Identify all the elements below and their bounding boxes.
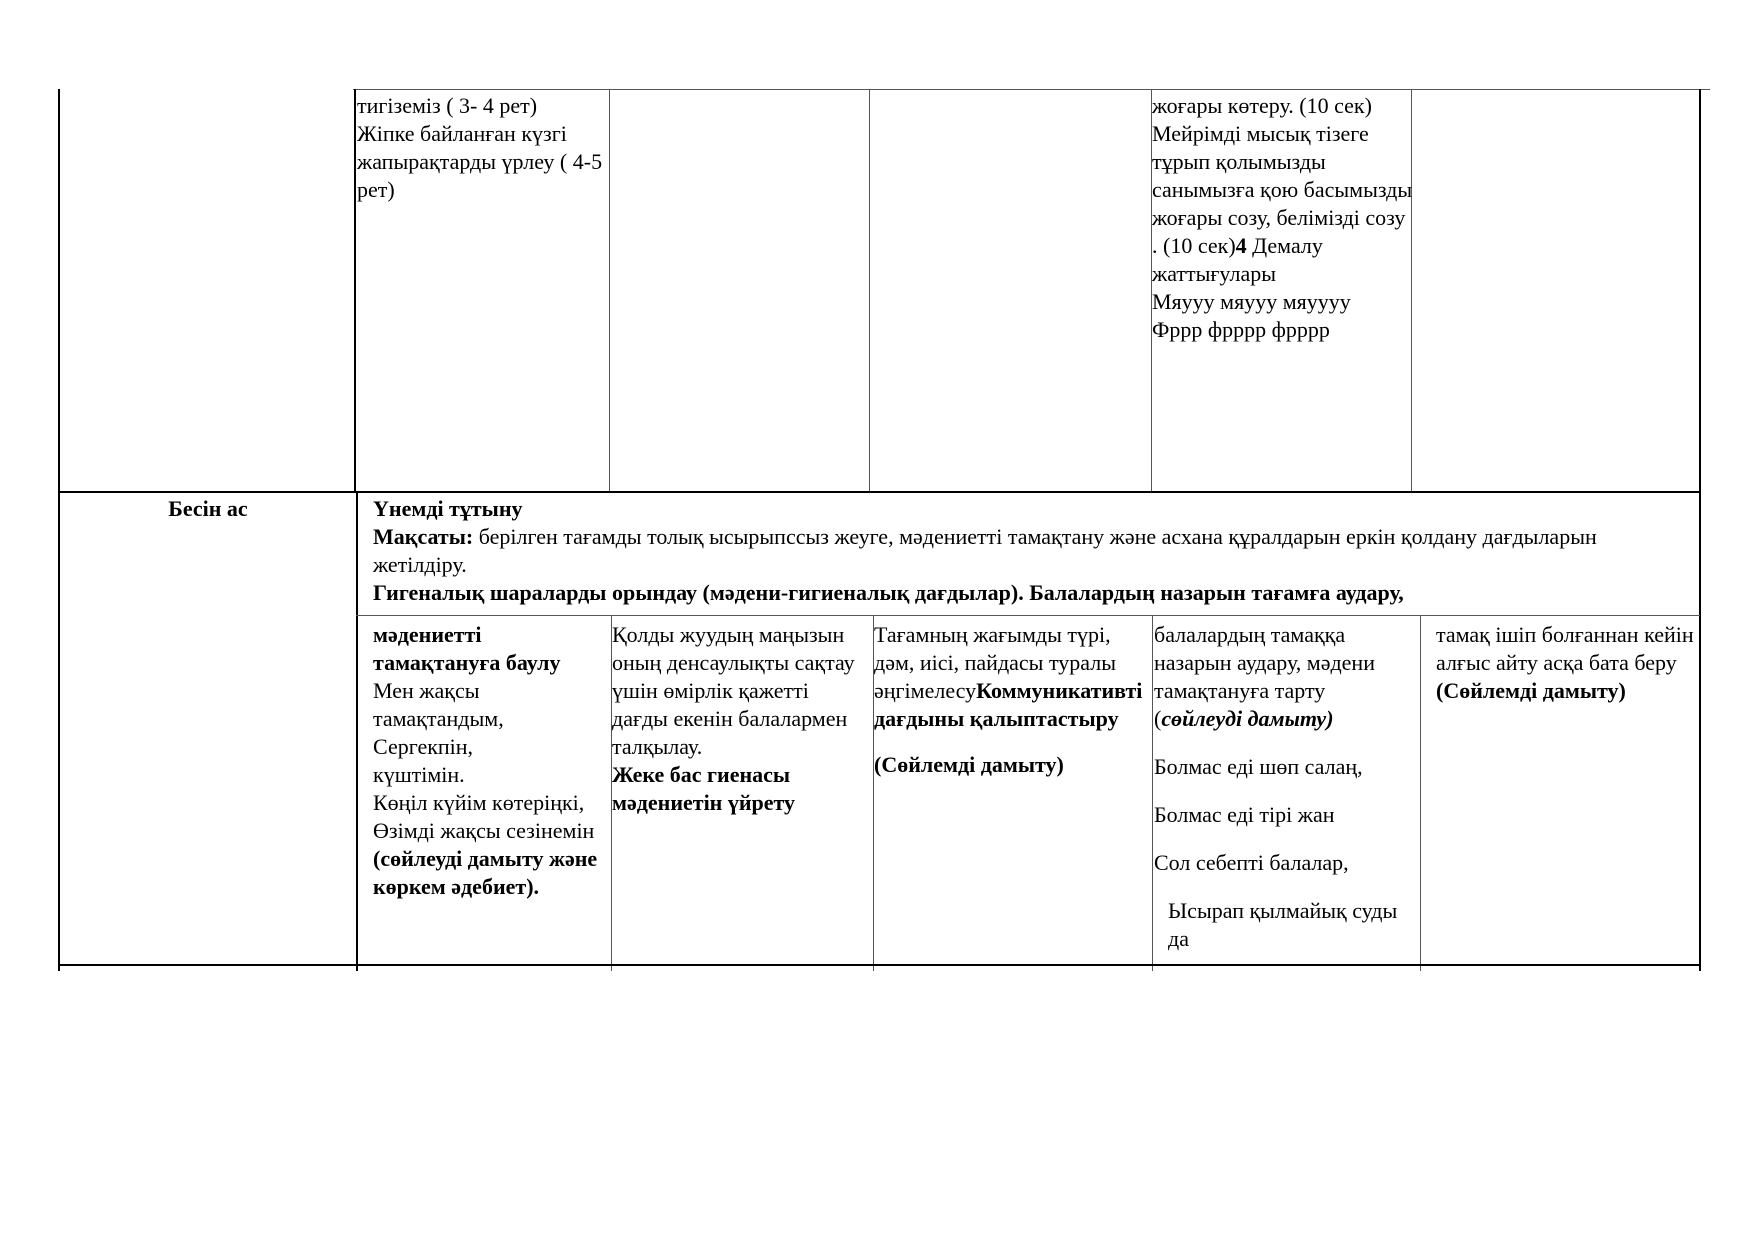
row2-col2-poem-line: Өзімді жақсы сезінемін [373,818,595,843]
row2-label: Бесін ас [168,496,248,521]
row-separator [58,491,1701,493]
row1-col5-line1: жоғары көтеру. (10 сек) [1152,93,1372,118]
row2-col4-bold-inline: Коммуникативті дағдыны қалыптастыру [874,678,1143,731]
row2-header-title: Үнемді тұтыну [373,496,523,521]
row2-header-goal [373,523,1693,579]
row1-col5-para2-tail: Демалу жаттығулары [1152,233,1323,286]
row2-col4-text: Тағамның жағымды түрі, дәм, иісі, пайдасы туралы әңгімелесу [874,622,1116,703]
row2-col6-bold: (Сөйлемді дамыту) [1436,678,1626,703]
row2-col4-bold2: (Сөйлемді дамыту) [874,752,1064,777]
row2-col3-text: Қолды жуудың маңызын оның денсаулықты сақтау үшін өмірлік қажетті дағды екенін балалармен талқылау. [612,622,855,759]
row2-col5-line2: Болмас еді шөп салаң, [1154,754,1363,779]
table-right-border [1699,89,1701,971]
row1-col2-left-border [354,89,356,493]
row2-col6-left-border [1420,615,1421,971]
row1-col5-para4: Фррр фрррр фрррр [1152,317,1330,342]
row1-col2-line1: тигіземіз ( 3- 4 рет) [357,93,538,118]
row2-col6-text: тамақ ішіп болғаннан кейін алғыс айту асқа бата беру [1436,622,1694,675]
row2-col2-left-border [356,491,358,971]
row2-col5-bold-italic: сөйлеуді дамыту) [1161,706,1334,731]
row2-col5-left-border [1152,615,1153,971]
row2-col3-cell [612,621,870,817]
row1-col5-para2-text: Мейрімді мысық тізеге тұрып қолымызды санымызға қою басымызды жоғары созу, белімізді созу . (10 сек) [1152,121,1413,258]
row2-col2-poem-line: күштімін. [373,762,465,787]
row1-col4-left-border [869,89,870,493]
row2-col5-para1 [1154,621,1418,733]
table-bottom-border [58,964,1701,966]
row2-col2-bold1: мәдениетті тамақтануға баулу [373,622,561,675]
row2-header-goal-text: берілген тағамды толық ысырыпссыз жеуге, мәдениетті тамақтану және асхана құралдарын еркін қолдану дағдыларын жетілдіру. [373,524,1597,577]
row1-col5-para2 [1152,120,1414,288]
row1-col2-cell [357,92,605,204]
row1-col3-left-border [609,89,610,493]
row2-col2-poem-line: Көңіл күйім көтеріңкі, [373,790,585,815]
row1-col5-cell [1152,92,1414,344]
row2-col6-cell [1436,621,1694,705]
row2-col5-cell [1154,621,1418,953]
row2-col4-cell [874,621,1151,779]
row2-col5-line5: Ысырап қылмайық суды да [1168,898,1398,951]
row2-col5-line3: Болмас еді тірі жан [1154,802,1335,827]
row2-col2-poem-last [373,817,607,901]
row2-header-goal-label: Мақсаты: [373,524,474,549]
row2-col5-text: балалардың тамаққа назарын аудару, мәдени тамақтануға тарту ( [1154,622,1375,731]
row2-col2-bold-tail: (сөйлеуді дамыту және көркем әдебиет). [373,846,598,899]
row2-col2-cell [373,621,607,901]
row2-col2-poem-line: Мен жақсы тамақтандым, [373,678,504,731]
row2-col4-para1 [874,621,1151,733]
table-left-border [58,89,60,971]
row2-header [373,495,1693,607]
row1-col5-para3: Мяууу мяууу мяуууу [1152,289,1351,314]
row2-col2-poem-line: Сергекпін, [373,734,474,759]
row1-top-border [353,89,1710,90]
row2-header-line3: Гигеналық шараларды орындау (мәдени-гигиеналық дағдылар). Балалардың назарын тағамға аудару, [373,580,1404,605]
row2-col5-line4: Сол себепті балалар, [1154,850,1349,875]
row1-col5-para2-bold: 4 [1235,233,1247,258]
row1-col2-para2: Жіпке байланған күзгі жапырақтарды үрлеу ( 4-5 рет) [357,121,603,202]
row2-header-bottom-border [356,615,1700,616]
row2-col3-bold: Жеке бас гиенасы мәдениетін үйрету [612,762,796,815]
